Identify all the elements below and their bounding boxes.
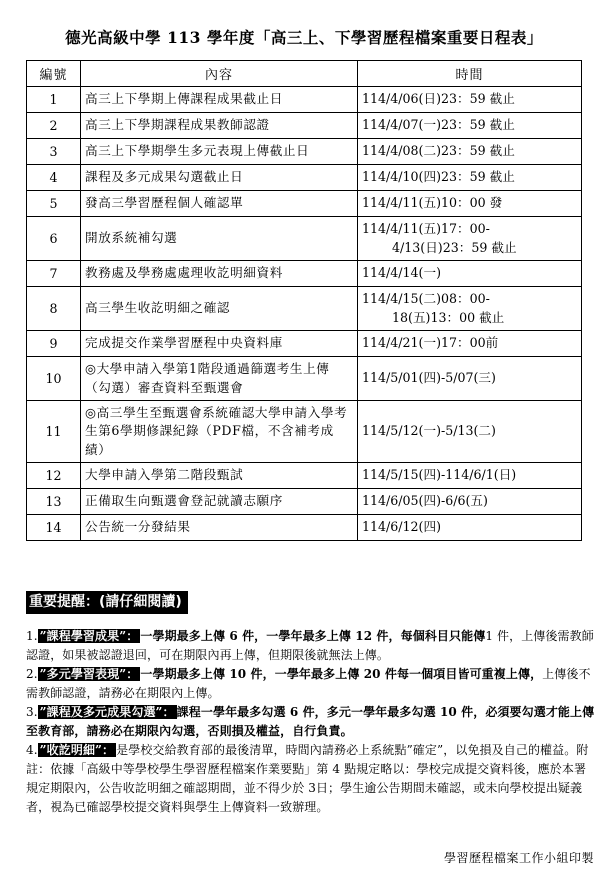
row-content: 正備取生向甄選會登記就讀志願序 — [81, 489, 358, 515]
row-content: 教務處及學務處處理收訖明細資料 — [81, 261, 358, 287]
time-line: 114/5/12(一)-5/13(二) — [362, 423, 496, 439]
row-time — [358, 287, 582, 331]
row-content: 發高三學習歷程個人確認單 — [81, 191, 358, 217]
row-number: 6 — [27, 217, 81, 261]
time-line: 114/6/05(四)-6/6(五) — [362, 493, 488, 509]
row-number: 7 — [27, 261, 81, 287]
schedule-body — [27, 87, 582, 541]
note-bold-text: 一學期最多上傳 6 件，一學年最多上傳 12 件，每個科目只能傳 — [140, 629, 486, 643]
note-4 — [26, 741, 596, 817]
time-line: 114/4/11(五)10：00 發 — [362, 195, 503, 211]
time-line: 114/5/01(四)-5/07(三) — [362, 370, 496, 386]
row-content: 開放系統補勾選 — [81, 217, 358, 261]
time-line: 114/4/21(一)17：00前 — [362, 335, 499, 351]
row-content: ◎高三學生至甄選會系統確認大學申請入學考生第6學期修課紀錄（PDF檔，不含補考成績） — [81, 401, 358, 463]
row-number: 10 — [27, 357, 81, 401]
table-row — [27, 191, 582, 217]
row-time — [358, 515, 582, 541]
note-bold-text: 課程一學年最多勾選 6 件，多元一學年最多勾選 10 件，必須要勾選才能上傳至教育部，請務必在期限內勾選，否則損及權益，自行負責。 — [26, 705, 595, 738]
row-number: 11 — [27, 401, 81, 463]
row-time — [358, 139, 582, 165]
table-row — [27, 357, 582, 401]
time-line: 114/4/07(一)23：59 截止 — [362, 117, 515, 133]
row-number: 3 — [27, 139, 81, 165]
row-number: 2 — [27, 113, 81, 139]
row-content: 高三上下學期學生多元表現上傳截止日 — [81, 139, 358, 165]
row-content: 課程及多元成果勾選截止日 — [81, 165, 358, 191]
table-row — [27, 515, 582, 541]
note-label: ”課程學習成果”： — [39, 629, 139, 643]
table-row — [27, 217, 582, 261]
note-label: ”收訖明細”： — [39, 743, 115, 757]
row-time — [358, 357, 582, 401]
note-3 — [26, 703, 596, 741]
note-number: 2. — [26, 667, 38, 681]
row-number: 4 — [27, 165, 81, 191]
note-text: 上傳後不需教師認證，請務必在期限內上傳。 — [26, 667, 591, 700]
row-number: 9 — [27, 331, 81, 357]
table-row — [27, 165, 582, 191]
note-number: 4. — [26, 743, 38, 757]
row-time — [358, 401, 582, 463]
row-content: 完成提交作業學習歷程中央資料庫 — [81, 331, 358, 357]
table-row — [27, 331, 582, 357]
row-content: 公告統一分發結果 — [81, 515, 358, 541]
time-line: 114/4/14(一) — [362, 265, 441, 281]
row-time — [358, 331, 582, 357]
row-content: ◎大學申請入學第1階段通過篩選考生上傳（勾選）審查資料至甄選會 — [81, 357, 358, 401]
row-content: 大學申請入學第二階段甄試 — [81, 463, 358, 489]
note-label: ”多元學習表現”： — [39, 667, 139, 681]
row-number: 14 — [27, 515, 81, 541]
row-number: 1 — [27, 87, 81, 113]
table-row — [27, 87, 582, 113]
time-line: 114/4/15(二)08：00- — [362, 291, 490, 307]
header-content: 內容 — [81, 61, 358, 87]
table-row — [27, 287, 582, 331]
row-number: 12 — [27, 463, 81, 489]
document-title: 德光高級中學 113 學年度「高三上、下學習歷程檔案重要日程表」 — [65, 28, 543, 47]
row-time — [358, 261, 582, 287]
note-number: 1. — [26, 629, 38, 643]
header-number: 編號 — [27, 61, 81, 87]
note-2 — [26, 665, 596, 703]
table-row — [27, 401, 582, 463]
row-number: 13 — [27, 489, 81, 515]
time-line: 114/4/10(四)23：59 截止 — [362, 169, 515, 185]
schedule-table — [26, 60, 582, 541]
time-line: 114/4/08(二)23：59 截止 — [362, 143, 515, 159]
row-number: 8 — [27, 287, 81, 331]
row-time — [358, 165, 582, 191]
row-time — [358, 489, 582, 515]
row-time — [358, 463, 582, 489]
note-text: 是學校交給教育部的最後清單，時間內請務必上系統點”確定”，以免損及自己的權益。附註：依據「高級中等學校學生學習歷程檔案作業要點」第 4 點規定略以：學校完成提交資料後，應於本署規定期限內，公告收訖明細之確認期間，並不得少於 3日；學生逾公告期間未確認，或未向學校提出疑義者，視為已確認學校提交資料與學生上傳資料一致辦理。 — [26, 743, 589, 814]
time-line: 114/5/15(四)-114/6/1(日) — [362, 467, 517, 483]
table-row — [27, 489, 582, 515]
note-bold-text: 一學期最多上傳 10 件，一學年最多上傳 20 件每一個項目皆可重複上傳， — [140, 667, 543, 681]
time-line: 18(五)13：00 截止 — [392, 309, 505, 325]
time-line: 114/6/12(四) — [362, 519, 441, 535]
row-time — [358, 217, 582, 261]
note-1 — [26, 627, 596, 665]
note-text: 1 件，上傳後需教師認證，如果被認證退回，可在期限內再上傳，但期限後就無法上傳。 — [26, 629, 594, 662]
time-line: 114/4/11(五)17：00- — [362, 221, 490, 237]
row-time — [358, 87, 582, 113]
note-number: 3. — [26, 705, 38, 719]
row-number: 5 — [27, 191, 81, 217]
table-row — [27, 463, 582, 489]
row-content: 高三學生收訖明細之確認 — [81, 287, 358, 331]
table-row — [27, 261, 582, 287]
table-header-row — [27, 61, 582, 87]
table-row — [27, 139, 582, 165]
table-row — [27, 113, 582, 139]
time-line: 4/13(日)23：59 截止 — [392, 239, 517, 255]
notes-section — [26, 627, 596, 817]
footer-credit: 學習歷程檔案工作小組印製 — [443, 851, 594, 865]
row-content: 高三上下學期上傳課程成果截止日 — [81, 87, 358, 113]
row-time — [358, 191, 582, 217]
notice-heading: 重要提醒：(請仔細閱讀) — [26, 591, 188, 614]
header-time: 時間 — [358, 61, 582, 87]
note-label: ”課程及多元成果勾選”： — [39, 705, 175, 719]
time-line: 114/4/06(日)23：59 截止 — [362, 91, 515, 107]
row-time — [358, 113, 582, 139]
row-content: 高三上下學期課程成果教師認證 — [81, 113, 358, 139]
